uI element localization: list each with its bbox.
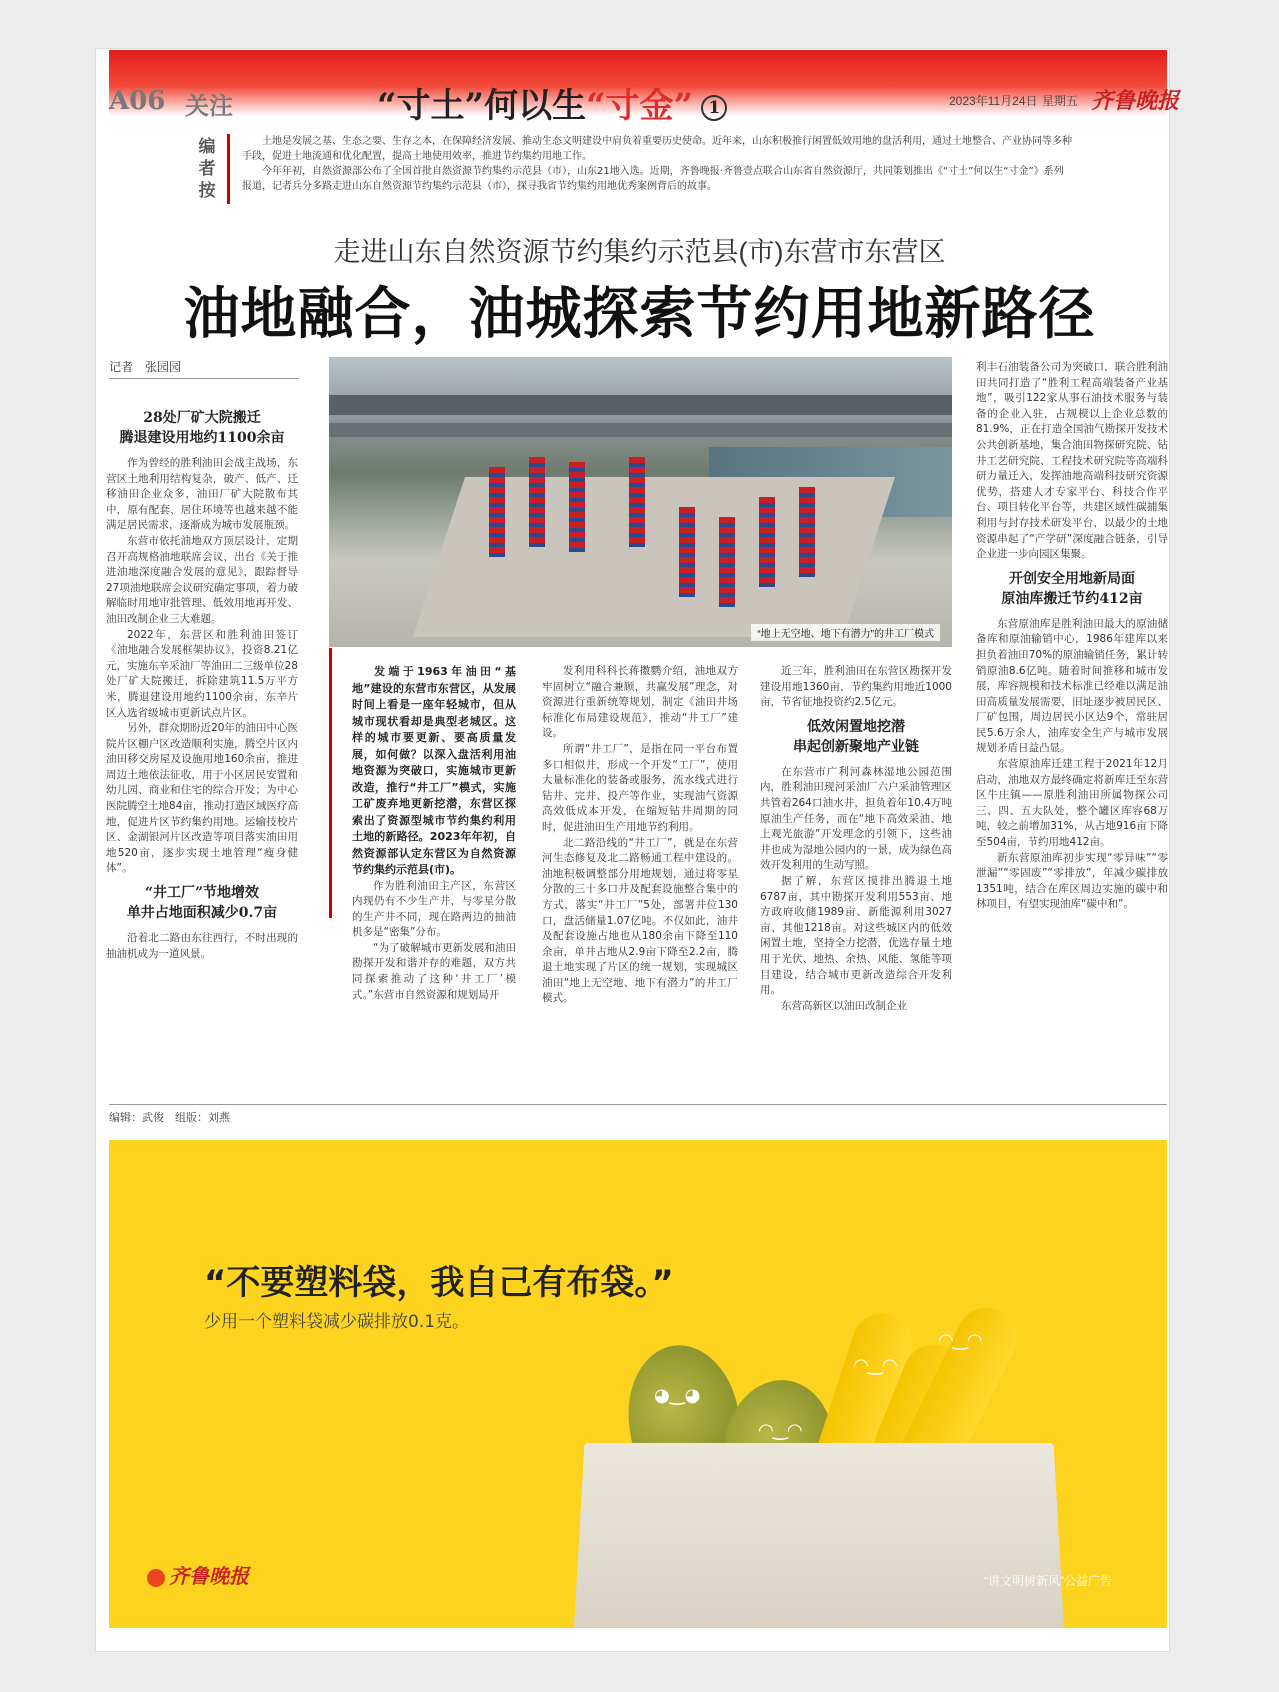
- ad-subtitle: 少用一个塑料袋减少碳排放0.1克。: [204, 1312, 470, 1332]
- article-column-4: [760, 664, 952, 1014]
- photo-well-pad: [413, 477, 895, 637]
- banana-face-icon: ◠‿◠: [939, 1330, 982, 1351]
- photo-road-lower: [329, 423, 952, 437]
- ad-logo-text: 齐鲁晚报: [169, 1564, 249, 1588]
- series-title: [377, 78, 727, 127]
- lead-paragraph: 发端于1963年油田“基地”建设的东营市东营区，从发展时间上看是一座年轻城市，但从城市现状看却是典型老城区。这样的城市要更新、要高质量发展，如何做？以深入盘活利用油地资源为突破口，实施城市更新改造，推行“井工厂”模式，实施工矿废弃地更新挖潜，东营区探索出了资源型城市节约集约利用土地的新路径。2023年年初，自然资源部认定东营区为自然资源节约集约示范县(市)。: [352, 665, 516, 876]
- logo-mark-icon: [147, 1569, 165, 1587]
- drilling-rig: [489, 467, 505, 557]
- paragraph: 新东营原油库初步实现“零异味”“零泄漏”“零固废”“零排放”，年减少碳排放1351吨，结合在库区周边实施的碳中和林项目，有望实现油库“碳中和”。: [976, 851, 1168, 911]
- article-photo: [329, 357, 952, 647]
- series-title-a: “寸土”何以生: [377, 86, 587, 126]
- pear-face-icon: ◕‿◕: [654, 1385, 701, 1406]
- paragraph: 2022年，东营区和胜利油田签订《油地融合发展框架协议》，投资8.21亿元，实施东辛采油厂等油田二三级单位28处厂矿大院搬迁，拆除建筑11.5万平方米，腾退建设用地约1100余亩，东辛片区入选省级城市更新试点片区。: [106, 628, 298, 719]
- paragraph: 沿着北二路由东往西行，不时出现的抽油机成为一道风景。: [106, 932, 298, 960]
- paragraph: 东营市依托油地双方顶层设计，定期召开高规格油地联席会议，出台《关于推进油地深度融合发展的意见》，跟踪督导27项油地联席会议研究确定事项，着力破解临时用地审批管理、低效用地再开发、油田改制企业三大难题。: [106, 534, 298, 625]
- public-service-ad: [109, 1140, 1167, 1628]
- subhead: 28处厂矿大院搬迁 腾退建设用地约1100余亩: [119, 410, 285, 446]
- paragraph: 另外，群众期盼近20年的油田中心医院片区棚户区改造顺利实施，腾空片区内油田移交房屋及设施用地160余亩，推进周边土地依法征收，用于小区居民安置和幼儿园、商业和住宅的综合开发；为中心医院腾空土地84亩，推动打造区域医疗高地，促进片区节约集约用地。运输技校片区、金湖银河片区改造等项目落实油田用地520亩，逐步实现土地管理“瘦身健体”。: [106, 722, 298, 875]
- article-column-5: [976, 360, 1168, 913]
- drilling-rig: [529, 457, 545, 547]
- paragraph: 东营原油库是胜利油田最大的原油储备库和原油输销中心，1986年建库以来担负着油田70%的原油输销任务，累计转销原油8.6亿吨。随着时间推移和城市发展，库容规模和技术标准已经难以满足油田高质量发展需要，旧址逐步被居民区、厂矿包围，周边居民小区达9个，常驻居民5.6万余人，油库安全生产与城市发展规划矛盾日益凸显。: [976, 617, 1168, 755]
- drilling-rig: [629, 457, 645, 547]
- masthead-logo: 齐鲁晚报: [1091, 88, 1180, 114]
- column-label: 关注: [185, 91, 233, 120]
- article-column-2: [352, 664, 516, 1003]
- drilling-rig: [759, 497, 775, 587]
- issue-weekday: 星期五: [1042, 94, 1079, 108]
- editor-credits: 编辑：武俊 组版：刘燕: [109, 1112, 230, 1124]
- editor-note-bar: [227, 134, 230, 204]
- drilling-rig: [799, 487, 815, 577]
- editor-note-p2: 今年年初，自然资源部公布了全国首批自然资源节约集约示范县（市），山东21地入选。近期，齐鲁晚报·齐鲁壹点联合山东省自然资源厅，共同策划推出《“寸土”何以生“寸金”》系列报道，记者兵分多路走进山东自然资源节约集约示范县（市），探寻我省节约集约用地优秀案例背后的故事。: [242, 166, 1064, 192]
- ad-quote: “不要塑料袋，我自己有布袋。”: [204, 1263, 674, 1303]
- paragraph: 东营原油库迁建工程于2021年12月启动，油地双方最终确定将新库迁至东营区牛庄镇——原胜利油田所属物探公司三、四、五大队处，整个罐区库容68万吨，较之前增加31%，从占地916亩下降至504亩，节约用地412亩。: [976, 758, 1168, 849]
- paragraph: 作为曾经的胜利油田会战主战场，东营区土地利用结构复杂，破产、低产、迁移油田企业众多，油田厂矿大院散布其中，原有配套、居住环境等也越来越不能满足居民需求，逐渐成为城市发展瓶颈。: [106, 457, 298, 532]
- series-title-b: “寸金”: [586, 86, 694, 126]
- drilling-rig: [679, 507, 695, 597]
- byline: 记者 张园园: [109, 358, 299, 379]
- paragraph: 东营高新区以油田改制企业: [781, 999, 907, 1012]
- page-header: [109, 80, 1180, 126]
- photo-caption: “地上无空地、地下有潜力”的井工厂模式: [751, 624, 940, 641]
- article-column-3: [542, 664, 738, 1007]
- article-column-1: [106, 402, 298, 962]
- issue-date: 2023年11月24日: [949, 94, 1038, 108]
- section-divider: [109, 1104, 1167, 1105]
- paragraph: “为了破解城市更新发展和油田勘探开发和谐并存的难题，双方共同探索推动了这种‘井工厂’模式。”东营市自然资源和规划局开: [352, 941, 516, 1001]
- article-kicker: 走进山东自然资源节约集约示范县(市)东营市东营区: [333, 237, 946, 267]
- cloth-bag-illustration: [573, 1443, 1064, 1628]
- subhead: 开创安全用地新局面 原油库搬迁节约412亩: [1001, 570, 1143, 607]
- paragraph: 北二路沿线的“井工厂”，就是在东营河生态修复及北二路畅通工程中建设的。油地积极调整部分用地规划，通过将零星分散的三十多口井及配套设施整合集中的方式，落实“井工厂”5处，部署井位130口，盘活储量1.07亿吨。不仅如此，油井及配套设施占地也从180余亩下降至110余亩，单井占地从2.9亩下降至2.2亩，腾退土地实现了片区的统一规划，实现城区油田“地上无空地、地下有潜力”的井工厂模式。: [542, 836, 738, 1005]
- series-number: 1: [701, 95, 727, 121]
- lead-accent-bar: [329, 648, 332, 918]
- pear-face-icon: ◠‿◠: [759, 1420, 802, 1441]
- editor-note: [198, 134, 1082, 206]
- subhead: “井工厂”节地增效 单井占地面积减少0.7亩: [126, 885, 278, 922]
- subhead: 低效闲置地挖潜 串起创新聚地产业链: [793, 718, 919, 755]
- page-number: A06: [109, 86, 166, 116]
- ad-logo: [147, 1560, 249, 1589]
- paragraph: 近三年，胜利油田在东营区勘探开发建设用地1360亩，节约集约用地近1000亩，节省征地投资约2.5亿元。: [760, 665, 952, 709]
- editor-note-body: [242, 134, 1072, 194]
- editor-note-p1: 土地是发展之基、生态之要、生存之本，在保障经济发展、推动生态文明建设中肩负着重要历史使命。近年来，山东积极推行闲置低效用地的盘活利用，通过土地整合、产业协同等多种手段，促进土地流通和优化配置，提高土地使用效率，推进节约集约用地工作。: [242, 136, 1072, 162]
- paragraph: 作为胜利油田主产区，东营区内现仍有不少生产井，与零星分散的生产井不同，现在路两边的抽油机多是“密集”分布。: [352, 879, 516, 939]
- paragraph: 发利用科科长蒋擞鹦介绍，油地双方牢固树立“融合兼顾，共赢发展”理念，对资源进行重新统筹规划，制定《油田井场标准化布局建设规范》，推动“井工厂”建设。: [542, 665, 738, 740]
- drilling-rig: [719, 517, 735, 607]
- paragraph: 在东营市广利河森林湿地公园范围内，胜利油田现河采油厂六户采油管理区共管着264口油水井，担负着年10.4万吨原油生产任务，而在“地下高效采油、地上观光旅游”开发理念的引领下，这些油井也成为湿地公园内的一景，成为绿色高效开发利用的生动写照。: [760, 765, 952, 872]
- banana-face-icon: ◠‿◠: [854, 1355, 897, 1376]
- drilling-rig: [569, 462, 585, 552]
- article-headline: 油地融合，油城探索节约用地新路径: [183, 281, 1096, 347]
- paragraph: 所谓“井工厂”，是指在同一平台布置多口相似井，形成一个开发“工厂”，使用大量标准化的装备或服务，流水线式进行钻井、完井、投产等作业，实现油气资源高效低成本开发，在缩短钻井周期的同时，促进油田生产用地节约利用。: [542, 742, 738, 833]
- ad-tag: “讲文明树新风”公益广告: [984, 1574, 1112, 1588]
- paragraph: 利丰石油装备公司为突破口，联合胜利油田共同打造了“胜利工程高端装备产业基地”，吸引122家从事石油技术服务与装备的企业入驻，占规模以上企业总数的81.9%，正在打造全国油气勘探开发技术公共创新基地，集合油田物探研究院、钻井工艺研究院、工程技术研究院等高端科研力量迁入，发挥油地高端科技研究资源优势，搭建人才专家平台、科技合作平台、项目转化平台等，共建区域性碳捕集利用与封存技术研发平台，以最少的土地资源串起了“产学研”深度融合链条，引导企业进一步向园区集聚。: [976, 361, 1168, 561]
- editor-note-label: 编者按: [198, 137, 216, 201]
- paragraph: 据了解，东营区摸排出腾退土地6787亩，其中勘探开发利用553亩、地方政府收储1989亩、新能源利用3027亩、其他1218亩。对这些城区内的低效闲置土地，坚持全力挖潜，优选存量土地用于光伏、地热、余热、风能、氢能等项目建设，结合城市更新改造综合开发利用。: [760, 874, 952, 997]
- photo-road: [329, 395, 952, 415]
